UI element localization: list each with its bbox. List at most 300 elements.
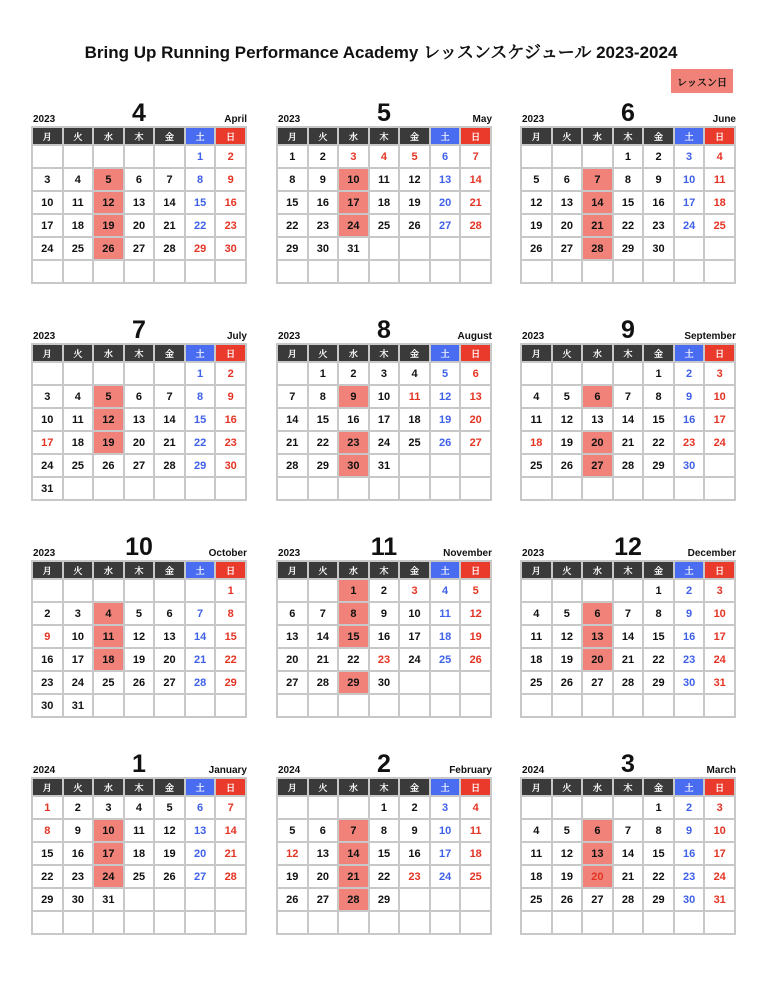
day-cell: 13 — [552, 191, 583, 214]
day-cell: 22 — [643, 648, 674, 671]
day-cell: 16 — [674, 625, 705, 648]
week-row — [277, 888, 491, 911]
day-cell: 27 — [277, 671, 308, 694]
day-cell: 5 — [399, 145, 430, 168]
day-cell: 15 — [643, 408, 674, 431]
day-cell: 20 — [277, 648, 308, 671]
weekday-header: 月 — [277, 127, 308, 145]
day-cell: 25 — [399, 431, 430, 454]
day-cell: 1 — [308, 362, 339, 385]
empty-cell — [521, 260, 552, 283]
day-cell: 28 — [154, 454, 185, 477]
day-cell: 12 — [552, 408, 583, 431]
week-row — [277, 602, 491, 625]
empty-cell — [521, 796, 552, 819]
weekday-header-row — [277, 127, 491, 145]
lesson-day-cell: 14 — [338, 842, 369, 865]
weekday-header: 火 — [552, 127, 583, 145]
day-cell: 21 — [185, 648, 216, 671]
day-cell: 7 — [154, 168, 185, 191]
day-cell: 11 — [521, 625, 552, 648]
empty-cell — [93, 260, 124, 283]
page-title: Bring Up Running Performance Academy レッスンスケジュール 2023-2024 — [84, 43, 678, 62]
day-cell: 12 — [154, 819, 185, 842]
month-name: October — [208, 548, 247, 559]
empty-cell — [582, 145, 613, 168]
day-cell: 5 — [277, 819, 308, 842]
day-cell: 29 — [215, 671, 246, 694]
month-calendar — [276, 533, 492, 718]
lesson-day-cell: 5 — [93, 168, 124, 191]
weekday-header: 月 — [32, 127, 63, 145]
day-cell: 25 — [93, 671, 124, 694]
weekday-header: 金 — [399, 127, 430, 145]
day-cell: 7 — [613, 385, 644, 408]
lesson-day-cell: 18 — [93, 648, 124, 671]
lesson-day-cell: 23 — [338, 431, 369, 454]
empty-cell — [399, 671, 430, 694]
day-cell: 19 — [552, 865, 583, 888]
weekday-header: 木 — [369, 778, 400, 796]
empty-cell — [521, 477, 552, 500]
weekday-header: 月 — [277, 561, 308, 579]
day-cell: 21 — [308, 648, 339, 671]
month-year: 2023 — [278, 331, 301, 342]
day-cell: 1 — [185, 145, 216, 168]
month-name: December — [687, 548, 736, 559]
empty-cell — [154, 477, 185, 500]
day-cell: 2 — [215, 362, 246, 385]
empty-cell — [93, 145, 124, 168]
week-row — [521, 671, 735, 694]
day-cell: 13 — [582, 408, 613, 431]
weekday-header: 月 — [277, 344, 308, 362]
weekday-header: 水 — [338, 778, 369, 796]
lesson-day-cell: 20 — [582, 431, 613, 454]
month-name: July — [226, 331, 247, 342]
weekday-header: 水 — [582, 127, 613, 145]
day-cell: 1 — [643, 579, 674, 602]
day-cell: 18 — [704, 191, 735, 214]
day-cell: 10 — [63, 625, 94, 648]
day-cell: 21 — [154, 431, 185, 454]
day-cell: 12 — [552, 625, 583, 648]
day-cell: 22 — [32, 865, 63, 888]
day-cell: 8 — [308, 385, 339, 408]
weekday-header: 水 — [582, 561, 613, 579]
day-cell: 13 — [277, 625, 308, 648]
day-cell: 3 — [704, 362, 735, 385]
empty-cell — [399, 888, 430, 911]
weekday-header: 土 — [430, 778, 461, 796]
week-row — [32, 477, 246, 500]
weekday-header: 火 — [552, 561, 583, 579]
day-cell: 7 — [215, 796, 246, 819]
day-cell: 21 — [460, 191, 491, 214]
day-cell: 10 — [369, 385, 400, 408]
day-cell: 24 — [704, 865, 735, 888]
empty-cell — [613, 477, 644, 500]
day-cell: 2 — [338, 362, 369, 385]
day-cell: 23 — [674, 431, 705, 454]
day-cell: 18 — [63, 214, 94, 237]
day-cell: 20 — [124, 214, 155, 237]
weekday-header: 金 — [643, 344, 674, 362]
weekday-header: 日 — [215, 778, 246, 796]
day-cell: 20 — [430, 191, 461, 214]
empty-cell — [552, 260, 583, 283]
empty-cell — [552, 579, 583, 602]
week-row — [521, 168, 735, 191]
day-cell: 24 — [704, 431, 735, 454]
weekday-header: 木 — [613, 561, 644, 579]
lesson-day-cell: 28 — [338, 888, 369, 911]
weekday-header: 土 — [185, 344, 216, 362]
day-cell: 15 — [215, 625, 246, 648]
day-cell: 31 — [338, 237, 369, 260]
empty-cell — [32, 579, 63, 602]
day-cell: 14 — [215, 819, 246, 842]
day-cell: 27 — [460, 431, 491, 454]
week-row — [32, 911, 246, 934]
empty-cell — [582, 477, 613, 500]
month-header — [31, 533, 247, 559]
weekday-header: 木 — [613, 127, 644, 145]
day-cell: 10 — [704, 602, 735, 625]
day-cell: 25 — [63, 454, 94, 477]
month-table — [276, 343, 492, 501]
lesson-day-cell: 21 — [582, 214, 613, 237]
day-cell: 25 — [521, 888, 552, 911]
day-cell: 15 — [308, 408, 339, 431]
day-cell: 28 — [215, 865, 246, 888]
day-cell: 12 — [430, 385, 461, 408]
week-row — [32, 145, 246, 168]
empty-cell — [460, 671, 491, 694]
day-cell: 30 — [308, 237, 339, 260]
day-cell: 31 — [369, 454, 400, 477]
weekday-header: 土 — [430, 561, 461, 579]
day-cell: 5 — [552, 819, 583, 842]
day-cell: 26 — [154, 865, 185, 888]
month-number: 1 — [132, 750, 146, 778]
empty-cell — [460, 477, 491, 500]
empty-cell — [643, 694, 674, 717]
week-row — [277, 237, 491, 260]
day-cell: 6 — [124, 385, 155, 408]
month-name: November — [443, 548, 492, 559]
day-cell: 13 — [124, 408, 155, 431]
empty-cell — [124, 477, 155, 500]
weekday-header: 土 — [674, 561, 705, 579]
day-cell: 24 — [399, 648, 430, 671]
empty-cell — [674, 477, 705, 500]
week-row — [32, 168, 246, 191]
day-cell: 11 — [63, 408, 94, 431]
empty-cell — [215, 477, 246, 500]
day-cell: 23 — [32, 671, 63, 694]
day-cell: 8 — [643, 385, 674, 408]
month-header — [276, 316, 492, 342]
empty-cell — [338, 477, 369, 500]
lesson-day-cell: 9 — [338, 385, 369, 408]
month-calendar — [31, 99, 247, 284]
month-table — [276, 126, 492, 284]
empty-cell — [308, 796, 339, 819]
empty-cell — [124, 260, 155, 283]
week-row — [521, 431, 735, 454]
weekday-header: 日 — [460, 778, 491, 796]
day-cell: 11 — [521, 842, 552, 865]
month-number: 3 — [621, 750, 635, 778]
day-cell: 8 — [277, 168, 308, 191]
weekday-header-row — [277, 778, 491, 796]
day-cell: 10 — [674, 168, 705, 191]
empty-cell — [430, 694, 461, 717]
day-cell: 28 — [154, 237, 185, 260]
empty-cell — [399, 260, 430, 283]
day-cell: 23 — [399, 865, 430, 888]
day-cell: 26 — [552, 888, 583, 911]
month-number: 6 — [621, 99, 635, 127]
week-row — [277, 671, 491, 694]
day-cell: 11 — [369, 168, 400, 191]
day-cell: 23 — [369, 648, 400, 671]
day-cell: 17 — [32, 214, 63, 237]
month-calendar — [520, 316, 736, 501]
day-cell: 29 — [613, 237, 644, 260]
week-row — [521, 888, 735, 911]
week-row — [32, 648, 246, 671]
day-cell: 21 — [613, 431, 644, 454]
weekday-header: 月 — [521, 127, 552, 145]
empty-cell — [430, 237, 461, 260]
empty-cell — [521, 911, 552, 934]
month-name: September — [684, 331, 736, 342]
empty-cell — [399, 237, 430, 260]
month-calendar — [276, 316, 492, 501]
weekday-header: 金 — [399, 344, 430, 362]
empty-cell — [215, 694, 246, 717]
empty-cell — [582, 796, 613, 819]
empty-cell — [399, 454, 430, 477]
weekday-header-row — [521, 778, 735, 796]
week-row — [521, 865, 735, 888]
empty-cell — [185, 888, 216, 911]
empty-cell — [521, 145, 552, 168]
week-row — [32, 579, 246, 602]
weekday-header-row — [521, 561, 735, 579]
lesson-day-cell: 28 — [582, 237, 613, 260]
day-cell: 16 — [215, 408, 246, 431]
day-cell: 29 — [643, 454, 674, 477]
weekday-header: 土 — [674, 127, 705, 145]
week-row — [32, 671, 246, 694]
lesson-day-cell: 15 — [338, 625, 369, 648]
month-number: 9 — [621, 316, 635, 344]
day-cell: 21 — [154, 214, 185, 237]
day-cell: 17 — [369, 408, 400, 431]
empty-cell — [215, 888, 246, 911]
day-cell: 16 — [32, 648, 63, 671]
month-header — [520, 750, 736, 776]
day-cell: 30 — [63, 888, 94, 911]
day-cell: 24 — [63, 671, 94, 694]
day-cell: 10 — [430, 819, 461, 842]
day-cell: 27 — [430, 214, 461, 237]
lesson-day-cell: 19 — [93, 431, 124, 454]
day-cell: 18 — [430, 625, 461, 648]
empty-cell — [277, 477, 308, 500]
month-table — [276, 777, 492, 935]
week-row — [521, 214, 735, 237]
empty-cell — [277, 694, 308, 717]
day-cell: 7 — [154, 385, 185, 408]
day-cell: 2 — [215, 145, 246, 168]
empty-cell — [582, 579, 613, 602]
day-cell: 29 — [32, 888, 63, 911]
day-cell: 7 — [613, 602, 644, 625]
weekday-header: 金 — [399, 561, 430, 579]
weekday-header: 土 — [185, 778, 216, 796]
weekday-header: 金 — [643, 778, 674, 796]
day-cell: 20 — [552, 214, 583, 237]
day-cell: 2 — [32, 602, 63, 625]
lesson-day-cell: 21 — [338, 865, 369, 888]
week-row — [521, 260, 735, 283]
day-cell: 26 — [552, 671, 583, 694]
day-cell: 10 — [399, 602, 430, 625]
month-header — [276, 750, 492, 776]
month-name: May — [472, 114, 492, 125]
day-cell: 26 — [460, 648, 491, 671]
day-cell: 18 — [521, 648, 552, 671]
weekday-header: 火 — [63, 127, 94, 145]
empty-cell — [704, 477, 735, 500]
day-cell: 1 — [215, 579, 246, 602]
day-cell: 24 — [704, 648, 735, 671]
month-table — [276, 560, 492, 718]
day-cell: 19 — [399, 191, 430, 214]
day-cell: 17 — [674, 191, 705, 214]
weekday-header-row — [32, 778, 246, 796]
weekday-header: 水 — [93, 778, 124, 796]
empty-cell — [32, 362, 63, 385]
empty-cell — [185, 911, 216, 934]
day-cell: 29 — [643, 888, 674, 911]
empty-cell — [124, 888, 155, 911]
empty-cell — [399, 911, 430, 934]
empty-cell — [277, 579, 308, 602]
empty-cell — [613, 362, 644, 385]
day-cell: 5 — [552, 602, 583, 625]
day-cell: 27 — [582, 671, 613, 694]
week-row — [277, 454, 491, 477]
week-row — [277, 191, 491, 214]
day-cell: 12 — [552, 842, 583, 865]
empty-cell — [369, 694, 400, 717]
week-row — [277, 362, 491, 385]
day-cell: 26 — [552, 454, 583, 477]
day-cell: 31 — [63, 694, 94, 717]
day-cell: 11 — [63, 191, 94, 214]
month-year: 2023 — [33, 114, 56, 125]
day-cell: 3 — [93, 796, 124, 819]
empty-cell — [552, 362, 583, 385]
lesson-day-cell: 24 — [338, 214, 369, 237]
month-number: 11 — [370, 533, 398, 561]
week-row — [521, 477, 735, 500]
lesson-day-cell: 11 — [93, 625, 124, 648]
day-cell: 24 — [32, 454, 63, 477]
empty-cell — [32, 911, 63, 934]
weekday-header-row — [521, 344, 735, 362]
empty-cell — [338, 796, 369, 819]
month-name: January — [208, 765, 247, 776]
day-cell: 9 — [674, 385, 705, 408]
day-cell: 18 — [460, 842, 491, 865]
day-cell: 9 — [215, 168, 246, 191]
day-cell: 18 — [124, 842, 155, 865]
week-row — [277, 911, 491, 934]
day-cell: 23 — [215, 431, 246, 454]
empty-cell — [399, 477, 430, 500]
day-cell: 3 — [399, 579, 430, 602]
empty-cell — [552, 145, 583, 168]
empty-cell — [63, 260, 94, 283]
weekday-header: 土 — [430, 127, 461, 145]
empty-cell — [124, 911, 155, 934]
day-cell: 1 — [643, 362, 674, 385]
weekday-header: 火 — [63, 344, 94, 362]
day-cell: 1 — [613, 145, 644, 168]
empty-cell — [277, 911, 308, 934]
day-cell: 25 — [124, 865, 155, 888]
day-cell: 30 — [32, 694, 63, 717]
week-row — [277, 625, 491, 648]
empty-cell — [613, 579, 644, 602]
empty-cell — [460, 237, 491, 260]
weekday-header: 日 — [704, 778, 735, 796]
day-cell: 15 — [185, 408, 216, 431]
day-cell: 9 — [215, 385, 246, 408]
month-number: 12 — [614, 533, 642, 561]
day-cell: 7 — [613, 819, 644, 842]
weekday-header: 土 — [674, 778, 705, 796]
lesson-day-cell: 20 — [582, 648, 613, 671]
empty-cell — [460, 694, 491, 717]
weekday-header: 月 — [521, 778, 552, 796]
week-row — [277, 168, 491, 191]
weekday-header: 水 — [338, 127, 369, 145]
month-name: April — [224, 114, 247, 125]
day-cell: 23 — [643, 214, 674, 237]
month-year: 2024 — [278, 765, 301, 776]
lesson-day-cell: 19 — [93, 214, 124, 237]
day-cell: 17 — [399, 625, 430, 648]
month-year: 2024 — [522, 765, 545, 776]
empty-cell — [369, 237, 400, 260]
weekday-header: 水 — [93, 344, 124, 362]
empty-cell — [643, 911, 674, 934]
day-cell: 11 — [704, 168, 735, 191]
empty-cell — [582, 260, 613, 283]
day-cell: 9 — [643, 168, 674, 191]
empty-cell — [338, 911, 369, 934]
day-cell: 13 — [124, 191, 155, 214]
day-cell: 23 — [63, 865, 94, 888]
weekday-header: 木 — [369, 127, 400, 145]
